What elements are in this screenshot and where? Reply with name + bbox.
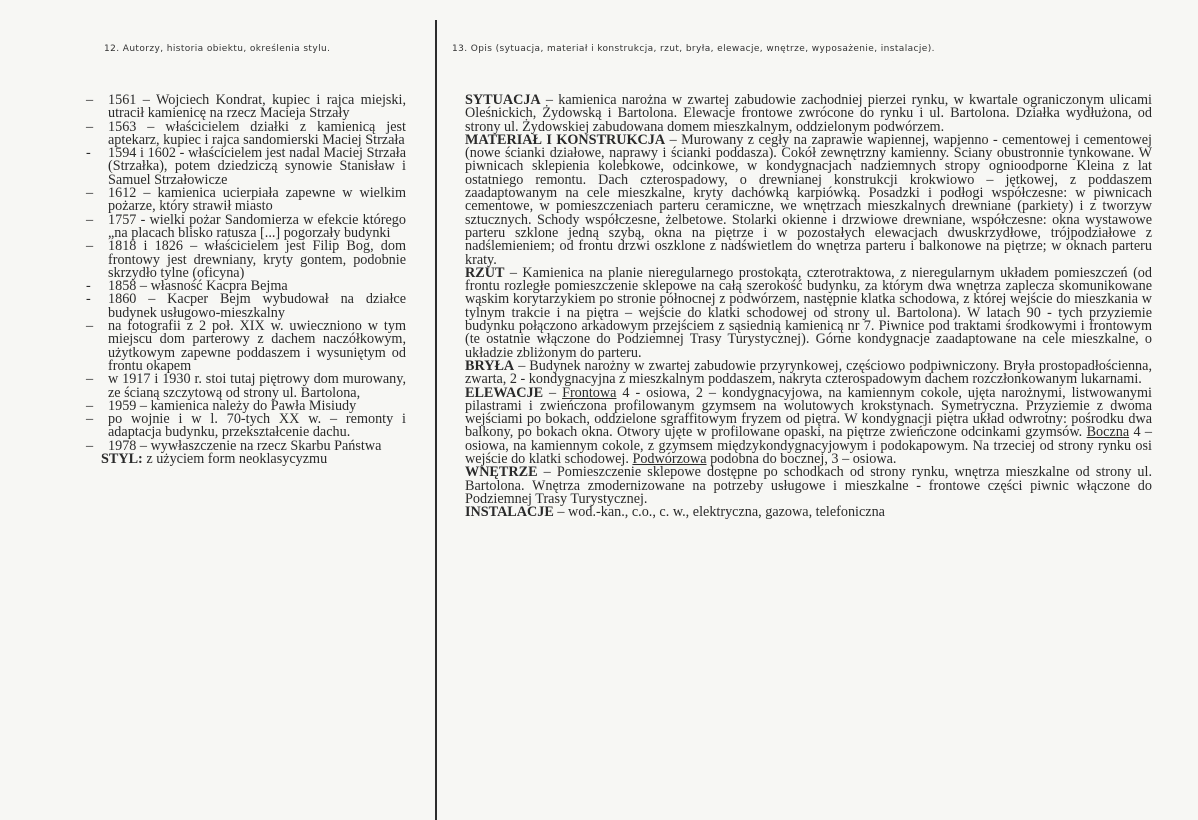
list-dash: –: [86, 92, 94, 108]
list-dash: –: [86, 211, 94, 228]
history-entry-text: 1860 – Kacper Bejm wybudował na działce budynek usługowo-mieszkalny: [108, 291, 406, 321]
history-entry-text: 1757 - wielki pożar Sandomierza w efekcie którego „na placach blisko ratusza [...] pogorzały budynki: [108, 211, 406, 241]
bryla-paragraph: [465, 357, 1152, 388]
list-dash: –: [86, 185, 94, 202]
history-entry-text: 1978 – wywłaszczenie na rzecz Skarbu Państwa: [108, 437, 382, 454]
elewacje-separator: –: [543, 384, 563, 401]
list-dash: -: [86, 278, 91, 295]
list-dash: –: [86, 371, 94, 388]
history-entry-text: 1561 – Wojciech Kondrat, kupiec i rajca miejski, utracił kamienicę na rzecz Macieja Strzały: [108, 92, 406, 122]
rzut-paragraph: [465, 264, 1152, 361]
history-entry-text: w 1917 i 1930 r. stoi tutaj piętrowy dom murowany, ze ścianą szczytową od strony ul. Bartolona,: [108, 371, 406, 401]
frontowa-term: Frontowa: [562, 384, 617, 401]
history-entry-text: 1612 – kamienica ucierpiała zapewne w wielkim pożarze, który strawił miasto: [108, 185, 406, 215]
podworzowa-text: podobna do bocznej, 3 – osiowa.: [706, 451, 897, 468]
podworzowa-term: Podwórzowa: [632, 451, 707, 468]
material-paragraph: [465, 131, 1152, 268]
material-label: MATERIAŁ I KONSTRUKCJA: [465, 131, 666, 148]
history-entry: [86, 94, 406, 121]
section-12-header: 12. Autorzy, historia obiektu, określenia stylu.: [104, 44, 331, 54]
wnetrze-text: – Pomieszczenie sklepowe dostępne po schodkach od strony rynku, wnętrza mieszkalne od strony ul. Bartolona. Wnętrza zmodernizowane na potrzeby usługowe i mieszkalne - frontowe części piwnic włączone do Podziemnej Trasy Turystycznej.: [465, 464, 1152, 507]
style-label: STYL:: [101, 451, 143, 468]
history-entry-text: 1563 – właścicielem działki z kamienicą jest aptekarz, kupiec i rajca sandomierski Maciej Strzała: [108, 118, 406, 148]
instalacje-text: – wod.-kan., c.o., c. w., elektryczna, gazowa, telefoniczna: [553, 504, 885, 521]
history-entry-text: 1594 i 1602 - właścicielem jest nadal Maciej Strzała (Strzałka), potem dziedziczą synowie Stanisław i Samuel Strzałowicze: [108, 145, 406, 188]
history-entry: [86, 293, 406, 320]
list-dash: –: [86, 397, 94, 414]
history-entry: [86, 320, 406, 373]
history-entry: [86, 187, 406, 214]
list-dash: –: [86, 318, 94, 335]
history-entry-text: na fotografii z 2 poł. XIX w. uwieczniono w tym miejscu dom parterowy z dachem naczółkowym, użytkowym zapewne poddaszem i wysuniętym od frontu okapem: [108, 318, 406, 374]
history-entry: [86, 373, 406, 400]
frontowa-text: 4 - osiowa, 2 – kondygnacyjowa, na kamiennym cokole, ujęta narożnymi, listwowanymi pilastrami i zwieńczona profilowanym gzymsem na wolutowych krokstynach. Symetryczna. Przyziemie z dwoma wejściami po bokach, oddzielone sgraffitowym fryzem od piętra. W kondygnacji piętra układ odwrotny: pośrodku dwa balkony, po bokach okna. Otwory ujęte w profilowane opaski, na piętrze zwieńczone odcinkami gzymsów.: [465, 384, 1152, 441]
sytuacja-label: SYTUACJA: [465, 92, 541, 108]
list-dash: –: [86, 238, 94, 255]
style-text: z użyciem form neoklasycyzmu: [142, 451, 328, 468]
style-line: [86, 453, 406, 466]
history-entry-text: 1959 – kamienica należy do Pawła Misiudy: [108, 397, 357, 414]
bryla-label: BRYŁA: [465, 357, 515, 374]
sytuacja-text: – kamienica narożna w zwartej zabudowie zachodniej pierzei rynku, w kwartale ograniczonym ulicami Oleśnickich, Żydowską i Bartolona. Elewacje frontowe zwrócone do rynku i ul. Bartolona. Działka wydłużona, od strony ul. Żydowskiej zabudowana domem mieszkalnym, oddzielonym podwórzem.: [465, 92, 1152, 135]
section-13-header: 13. Opis (sytuacja, materiał i konstrukcja, rzut, bryła, elewacje, wnętrze, wyposażenie, instalacje).: [452, 44, 935, 54]
history-entry: [86, 147, 406, 187]
history-entry-text: po wojnie i w l. 70-tych XX w. – remonty i adaptacja budynku, przekształcenie dachu.: [108, 411, 406, 441]
list-dash: –: [86, 411, 94, 428]
boczna-term: Boczna: [1086, 424, 1130, 441]
history-entry: [86, 413, 406, 440]
material-text: – Murowany z cegły na zaprawie wapiennej, wapienno - cementowej i cementowej (nowe ścianki działowe, naprawy i ścianki poddasza). Cokół zewnętrzny kamienny. Ściany obustronnie tynkowane. W piwnicach sklepienia kolebkowe, odcinkowe, w kondygnacjach nadziemnych stropy ognioodporne Kleina z lat ostatniego remontu. Dach czterospadowy, o drewnianej konstrukcji krokwiowo – jętkowej, z poddaszem zaadaptowanym na cele mieszkalne, kryty dachówką karpiówką. Posadzki i podłogi współczesne: w piwnicach cementowe, w pomieszczeniach parteru ceramiczne, we wnętrzach mieszkalnych drewniane (parkiety) i z tworzyw sztucznych. Schody współczesne, żelbetowe. Stolarki okienne i drzwiowe drewniane, współczesne: okna wystawowe parteru szklone jedną szybą, okna na piętrze i w pozostałych elewacjach dwuskrzydłowe, trójpodziałowe z nadślemieniem; od frontu drzwi oszklone z nadświetlem do wnętrza parteru i balkonowe na piętrze; w oknach parteru kraty.: [465, 131, 1152, 268]
wnetrze-paragraph: [465, 466, 1152, 506]
list-dash: –: [86, 118, 94, 135]
rzut-label: RZUT: [465, 264, 505, 281]
history-column: [86, 94, 406, 466]
rzut-text: – Kamienica na planie nieregularnego prostokąta, czterotraktowa, z nieregularnym układem pomieszczeń (od frontu rozległe pomieszczenie sklepowe na całą szerokość budynku, za którym dwa wnętrza zaplecza skomunikowane wąskim korytarzykiem po stronie północnej z podwórzem, następnie klatka schodowa, z której wejście do mieszkania w tylnym trakcie i na piętra – wejście do klatki schodowej od strony ul. Bartolona). W latach 90 - tych przyziemie budynku połączono arkadowym przejściem z sąsiednią kamienicą nr 7. Piwnice pod traktami środkowymi i frontowym (te ostatnie włączone do Podziemnej Trasy Turystycznej). Górne kondygnacje zaadaptowane na cele mieszkalne, o układzie zbliżonym do parteru.: [465, 264, 1152, 361]
list-dash: -: [86, 145, 91, 162]
boczna-text: 4 – osiowa, na kamiennym cokole, z gzymsem międzykondygnacyjowym i podokapowym. Na trzeciej od strony rynku osi wejście do klatki schodowej.: [465, 424, 1153, 468]
list-dash: -: [86, 291, 91, 308]
elewacje-paragraph: [465, 384, 1153, 468]
history-entry: [86, 118, 406, 148]
history-entry-text: 1818 i 1826 – właścicielem jest Filip Bog, dom frontowy jest drewniany, kryty gontem, podobnie skrzydło tylne (oficyna): [108, 238, 406, 281]
column-divider: [435, 20, 437, 820]
sytuacja-paragraph: [465, 94, 1152, 134]
wnetrze-label: WNĘTRZE: [465, 464, 538, 481]
history-entry: [86, 240, 406, 280]
elewacje-label: ELEWACJE: [465, 384, 544, 401]
instalacje-paragraph: [465, 506, 1152, 519]
history-entry: [86, 211, 406, 241]
list-dash: –: [86, 437, 94, 454]
description-column: [465, 94, 1152, 520]
bryla-text: – Budynek narożny w zwartej zabudowie przyrynkowej, częściowo podpiwniczony. Bryła prostopadłościenna, zwarta, 2 - kondygnacyjna z mieszkalnym poddaszem, nakryta czterospadowym dachem rozczłonkowanym lukarnami.: [465, 357, 1152, 388]
instalacje-label: INSTALACJE: [465, 504, 554, 521]
history-entry-text: 1858 – własność Kacpra Bejma: [108, 278, 288, 295]
